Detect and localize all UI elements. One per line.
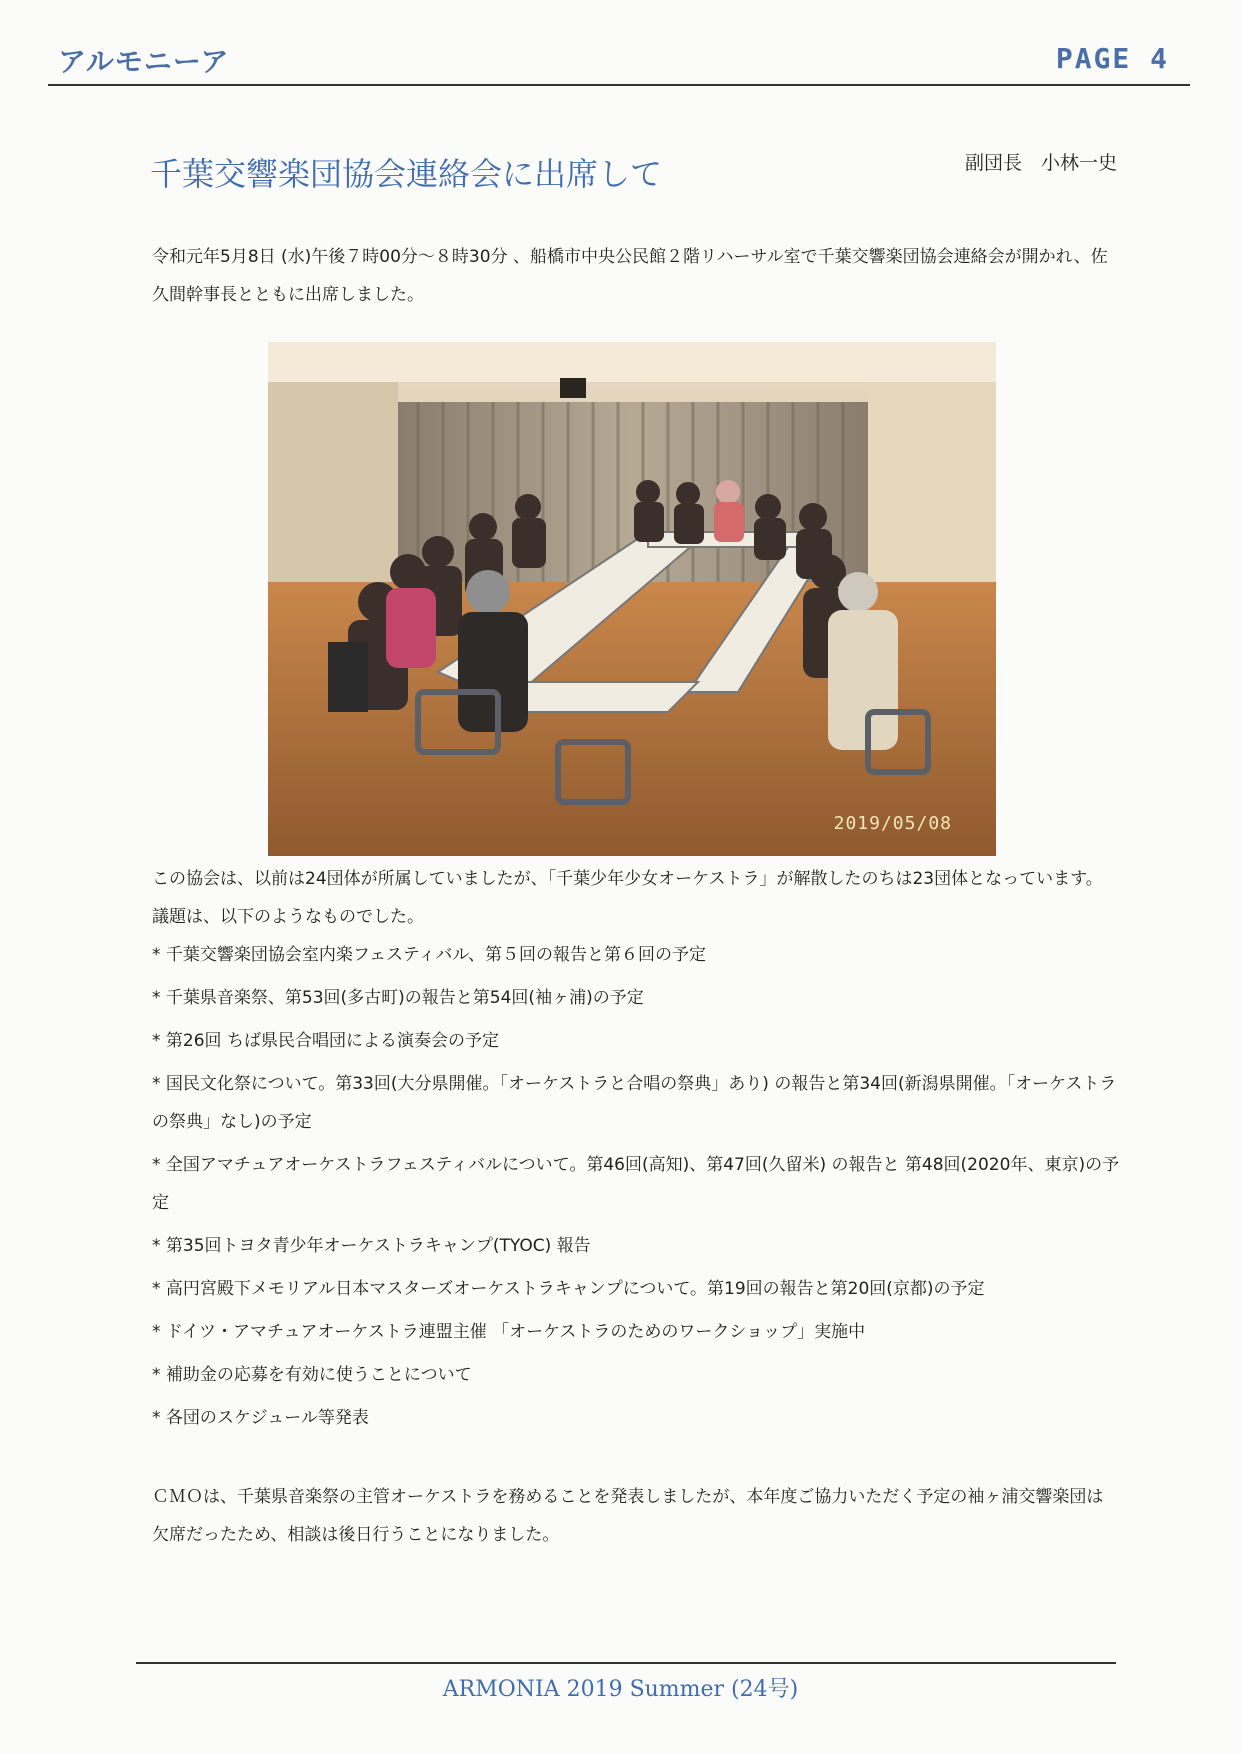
footer-issue-label: ARMONIA 2019 Summer (24号) xyxy=(442,1677,799,1702)
agenda-list xyxy=(152,936,1132,1442)
body-paragraph: この協会は、以前は24団体が所属していましたが、「千葉少年少女オーケストラ」が解散したのちは23団体となっています。 議題は、以下のようなものでした。 xyxy=(152,869,1103,927)
meeting-photo xyxy=(268,342,996,856)
agenda-item: * 第35回トヨタ青少年オーケストラキャンプ(TYOC) 報告 xyxy=(152,1236,591,1256)
agenda-item: * 補助金の応募を有効に使うことについて xyxy=(152,1365,472,1385)
agenda-item: * 高円宮殿下メモリアル日本マスターズオーケストラキャンプについて。第19回の報告と第20回(京都)の予定 xyxy=(152,1279,985,1299)
agenda-item: * 全国アマチュアオーケストラフェスティバルについて。第46回(高知)、第47回(久留米) の報告と 第48回(2020年、東京)の予定 xyxy=(152,1155,1120,1213)
author-byline: 副団長 小林一史 xyxy=(964,152,1117,174)
article-title: 千葉交響楽団協会連絡会に出席して xyxy=(150,155,663,194)
agenda-item: * 国民文化祭について。第33回(大分県開催。「オーケストラと合唱の祭典」あり) の報告と第34回(新潟県開催。「オーケストラの祭典」なし)の予定 xyxy=(152,1074,1117,1132)
footer-divider xyxy=(136,1662,1116,1664)
page-number: PAGE 4 xyxy=(1055,42,1169,75)
agenda-item: * 各団のスケジュール等発表 xyxy=(152,1408,369,1428)
agenda-item: * 千葉交響楽団協会室内楽フェスティバル、第５回の報告と第６回の予定 xyxy=(152,945,706,965)
masthead-logo: アルモニーア xyxy=(58,45,230,78)
agenda-item: * 千葉県音楽祭、第53回(多古町)の報告と第54回(袖ヶ浦)の予定 xyxy=(152,988,644,1008)
photo-date-stamp: 2019/05/08 xyxy=(833,813,952,834)
meeting-photo-illustration xyxy=(268,342,996,856)
agenda-item: * 第26回 ちば県民合唱団による演奏会の予定 xyxy=(152,1031,499,1051)
intro-paragraph: 令和元年5月8日 (水)午後７時00分～８時30分 、船橋市中央公民館２階リハーサル室で千葉交響楽団協会連絡会が開かれ、佐久間幹事長とともに出席しました。 xyxy=(152,247,1108,305)
closing-paragraph: ＣＭＯは、千葉県音楽祭の主管オーケストラを務めることを発表しましたが、本年度ご協力いただく予定の袖ヶ浦交響楽団は欠席だったため、相談は後日行うことになりました。 xyxy=(152,1487,1104,1545)
header-divider xyxy=(48,84,1190,86)
agenda-item: * ドイツ・アマチュアオーケストラ連盟主催 「オーケストラのためのワークショップ」実施中 xyxy=(152,1322,866,1342)
